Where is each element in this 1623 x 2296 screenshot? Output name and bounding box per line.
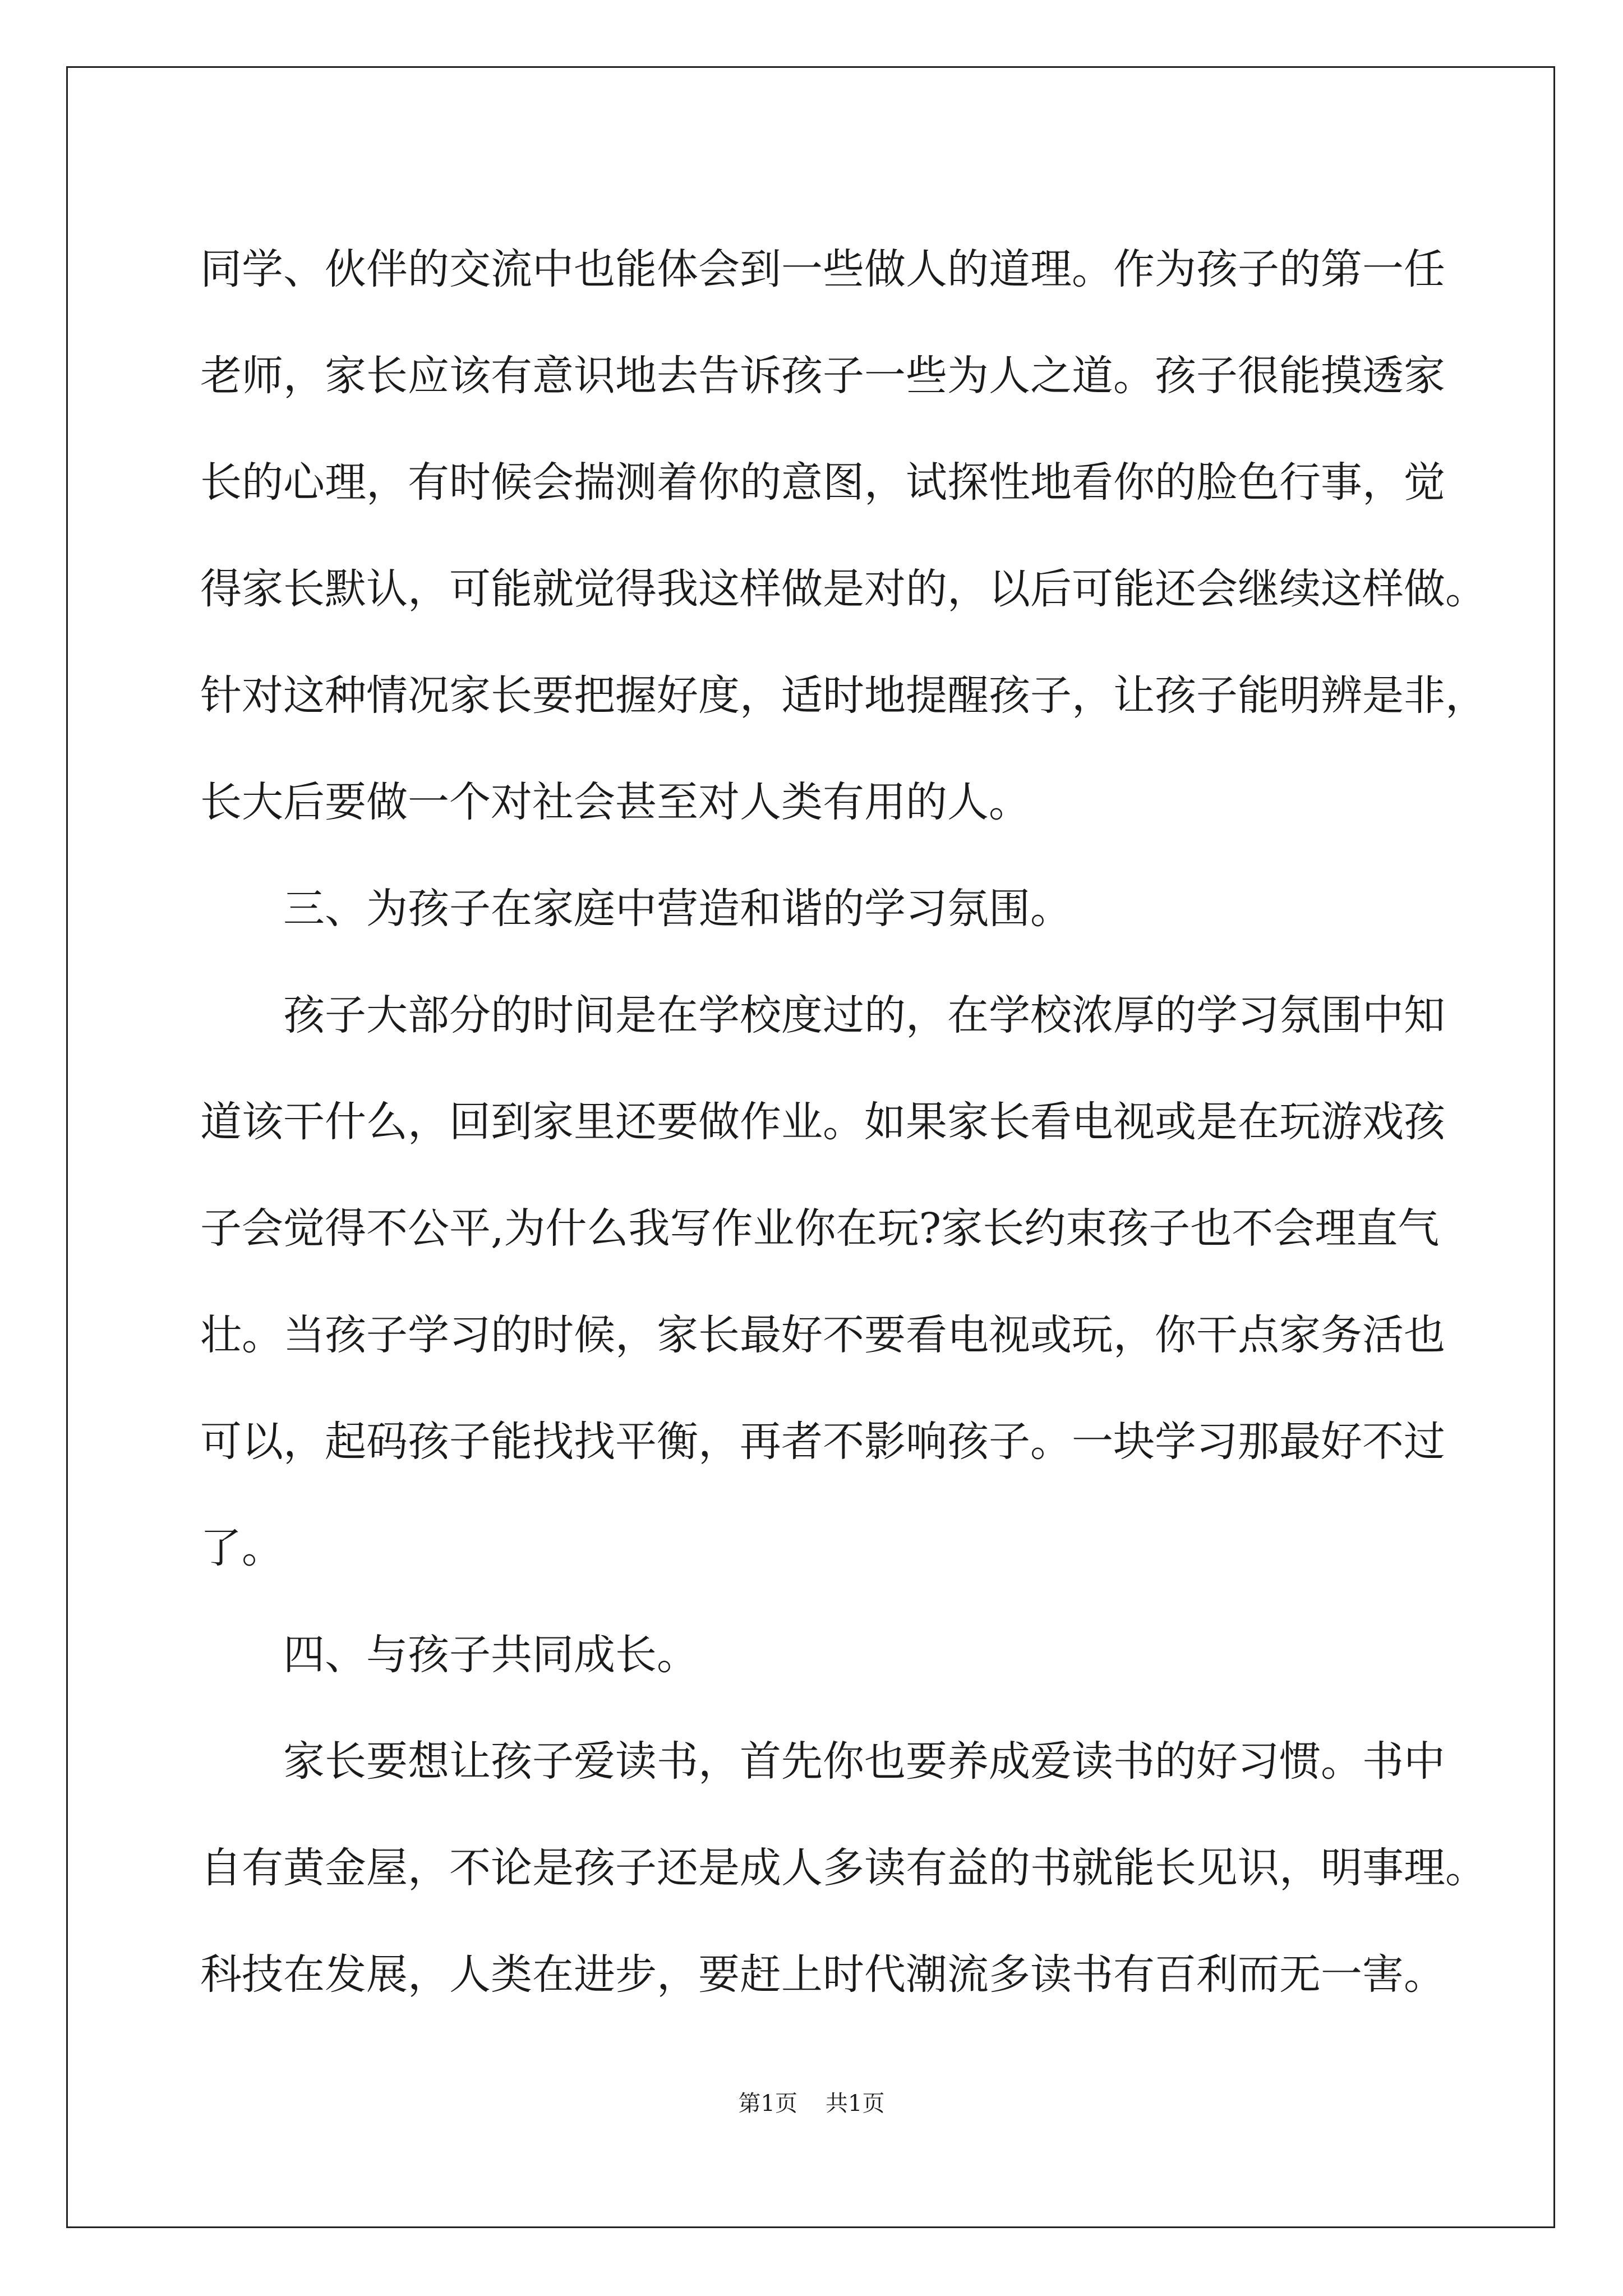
- text-line: 老师，家长应该有意识地去告诉孩子一些为人之道。孩子很能摸透家: [200, 352, 1445, 400]
- document-body: [200, 216, 1487, 2028]
- text-line: 孩子大部分的时间是在学校度过的，在学校浓厚的学习氛围中知: [283, 991, 1445, 1039]
- page-total: 共1页: [826, 2091, 885, 2116]
- page-number: 第1页: [738, 2091, 797, 2116]
- page-footer: [0, 2086, 1623, 2118]
- text-line: 长大后要做一个对社会甚至对人类有用的人。: [200, 778, 1030, 826]
- text-line: 同学、伙伴的交流中也能体会到一些做人的道理。作为孩子的第一任: [200, 245, 1445, 293]
- text-line: 针对这种情况家长要把握好度，适时地提醒孩子，让孩子能明辨是非，: [200, 671, 1487, 720]
- text-line: 子会觉得不公平,为什么我写作业你在玩?家长约束孩子也不会理直气: [200, 1204, 1440, 1253]
- text-line: 自有黄金屋，不论是孩子还是成人多读有益的书就能长见识，明事理。: [200, 1844, 1487, 1892]
- text-line: 长的心理，有时候会揣测着你的意图，试探性地看你的脸色行事，觉: [200, 458, 1445, 507]
- section-heading: 三、为孩子在家庭中营造和谐的学习氛围。: [283, 885, 1072, 933]
- text-line: 壮。当孩子学习的时候，家长最好不要看电视或玩，你干点家务活也: [200, 1311, 1445, 1359]
- text-line: 道该干什么，回到家里还要做作业。如果家长看电视或是在玩游戏孩: [200, 1098, 1445, 1146]
- text-line: 得家长默认，可能就觉得我这样做是对的，以后可能还会继续这样做。: [200, 565, 1487, 613]
- text-line: 家长要想让孩子爱读书，首先你也要养成爱读书的好习惯。书中: [283, 1737, 1445, 1786]
- section-heading: 四、与孩子共同成长。: [283, 1631, 698, 1679]
- text-line: 科技在发展，人类在进步，要赶上时代潮流多读书有百利而无一害。: [200, 1950, 1445, 1999]
- text-line: 了。: [200, 1524, 283, 1572]
- text-line: 可以，起码孩子能找找平衡，再者不影响孩子。一块学习那最好不过: [200, 1418, 1445, 1466]
